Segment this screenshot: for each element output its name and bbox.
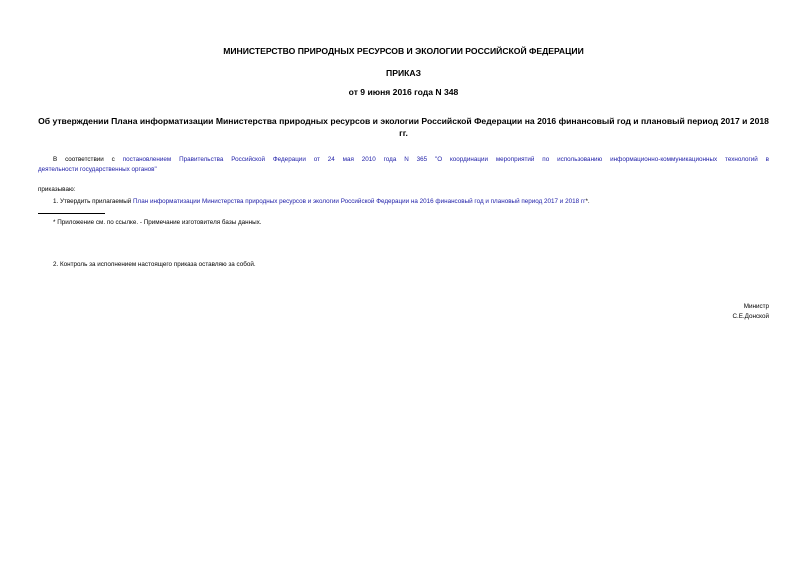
decree-word: приказываю: xyxy=(38,186,76,193)
ministry-name: МИНИСТЕРСТВО ПРИРОДНЫХ РЕСУРСОВ И ЭКОЛОГИИ РОССИЙСКОЙ ФЕДЕРАЦИИ xyxy=(223,46,584,56)
plan-link[interactable]: План информатизации Министерства природных ресурсов и экологии Российской Федерации на 2016 финансовый год и плановый период 2017 и 2018 гг xyxy=(133,198,586,205)
item-1-prefix: 1. Утвердить прилагаемый xyxy=(53,198,134,205)
intro-prefix: В соответствии с xyxy=(53,156,123,163)
signatory-title: Министр xyxy=(743,303,769,310)
document-date-number: от 9 июня 2016 года N 348 xyxy=(348,87,459,97)
document-title: Об утверждении Плана информатизации Министерства природных ресурсов и экологии Российской Федерации на 2016 финансовый год и плановый период 2017 и 2018 гг. xyxy=(38,116,769,138)
order-item-1 xyxy=(53,197,590,207)
order-item-2: 2. Контроль за исполнением настоящего приказа оставляю за собой. xyxy=(53,261,256,268)
resolution-link-continued[interactable]: деятельности государственных органов" xyxy=(38,166,157,173)
document-type: ПРИКАЗ xyxy=(386,68,421,78)
signatory-name: С.Е.Донской xyxy=(732,313,769,320)
resolution-link[interactable]: постановлением Правительства Российской Федерации от 24 мая 2010 года N 365 "О координации мероприятий по использованию информационно-коммуникационных технологий в xyxy=(122,156,770,163)
intro-paragraph xyxy=(53,155,769,165)
intro-paragraph-continued xyxy=(38,165,157,175)
footnote: * Приложение см. по ссылке. - Примечание изготовителя базы данных. xyxy=(53,219,262,226)
item-1-suffix: *. xyxy=(585,198,590,205)
footnote-divider xyxy=(38,213,105,214)
